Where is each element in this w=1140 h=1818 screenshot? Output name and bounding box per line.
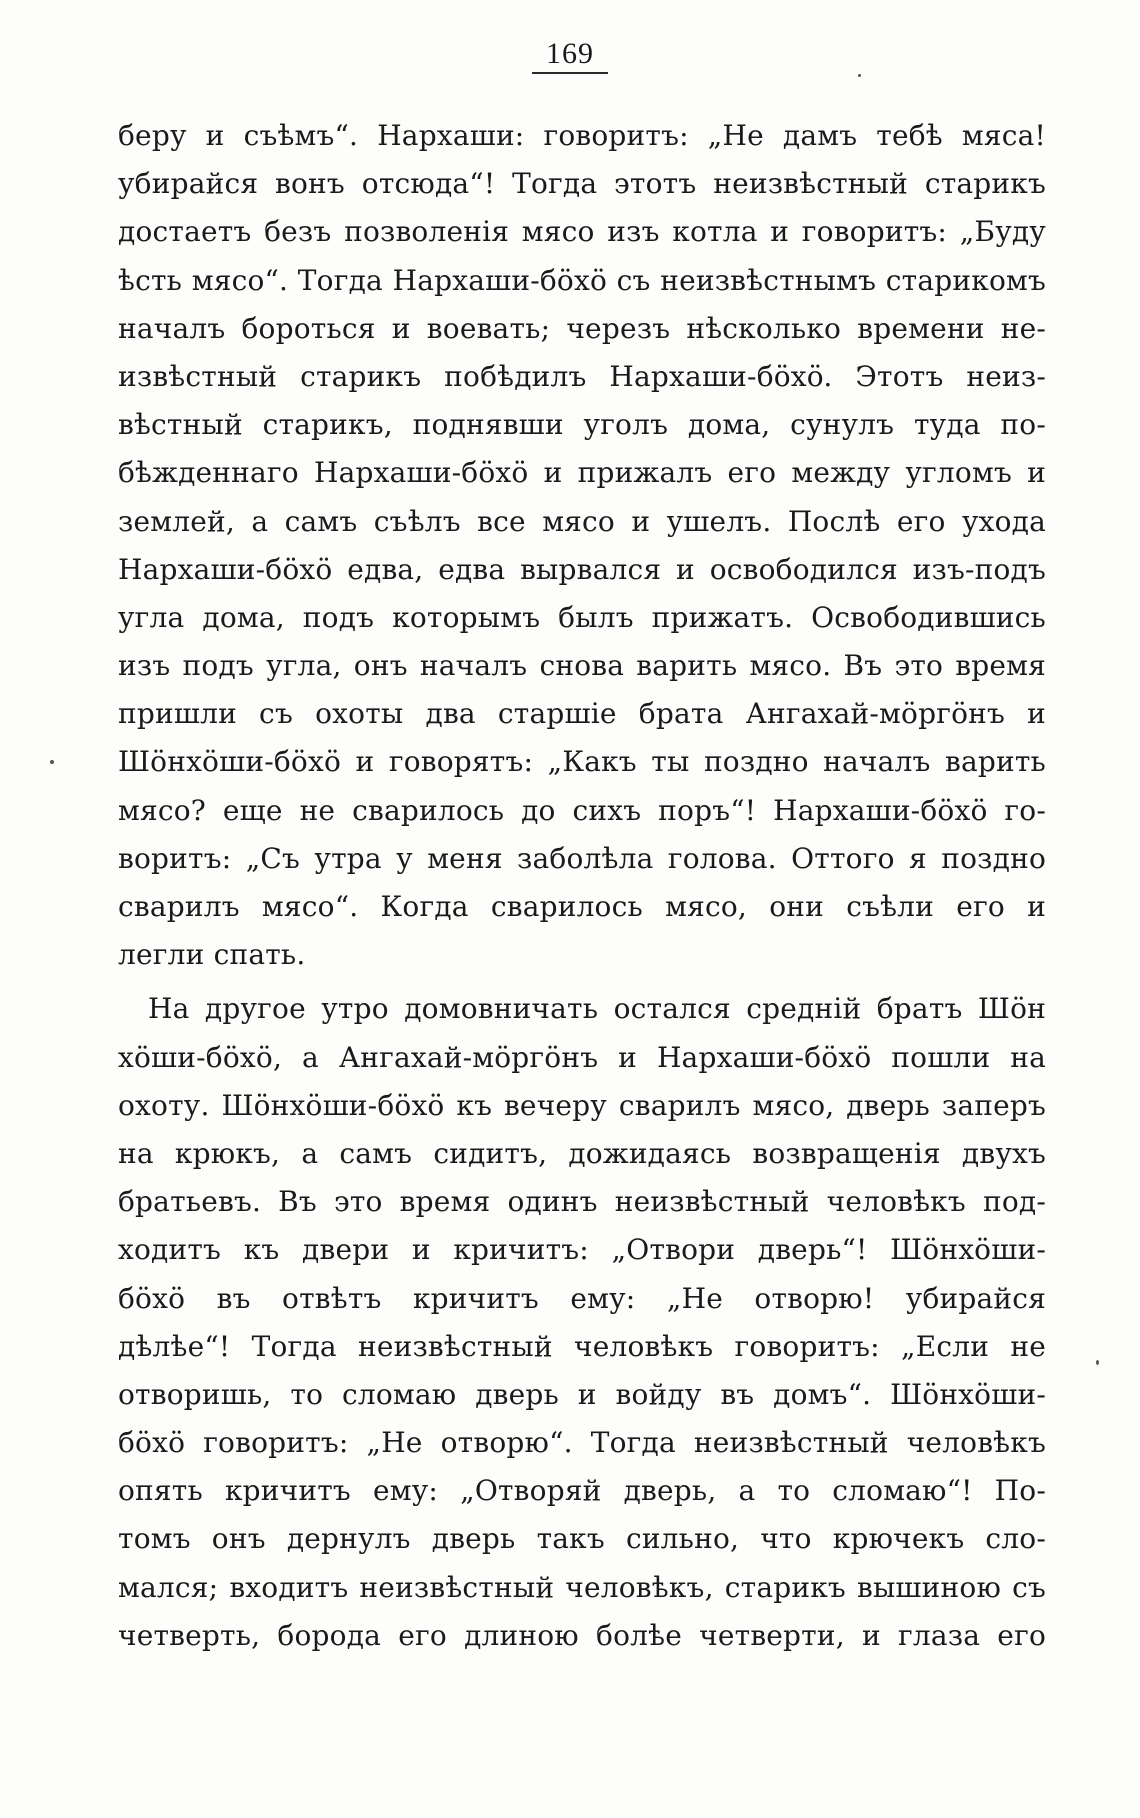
text-line: ходитъ къ двери и кричитъ: „Отвори дверь“! Шöнхöши- [118,1233,1046,1267]
text-line: четверть, борода его длиною болѣе четверти, и глаза его [118,1618,1046,1652]
paragraph-1 [118,112,1046,979]
text-line: опять кричитъ ему: „Отворяй дверь, а то сломаю“! По- [118,1474,1046,1508]
text-line: Нарxаши-бöxö едва, едва вырвался и освободился изъ-подъ [118,552,1046,586]
text-line: бöxö въ отвѣтъ кричитъ ему: „Не отворю! убирайся [118,1281,1046,1315]
text-line: хöши-бöxö, а Ангахай-мöргöнъ и Нарxаши-бöxö пошли на [118,1040,1046,1074]
text-line: томъ онъ дернулъ дверь такъ сильно, что крючекъ сло- [118,1522,1046,1556]
text-line: убирайся вонъ отсюда“! Тогда этотъ неизвѣстный старикъ [118,167,1046,201]
scan-speck [50,760,54,764]
scan-speck [1096,1360,1099,1365]
text-line: дѣлѣе“! Тогда неизвѣстный человѣкъ говоритъ: „Если не [118,1329,1046,1363]
scan-speck [858,74,861,77]
text-line: извѣстный старикъ побѣдилъ Нарxаши-бöxö. Этотъ неиз- [118,359,1046,393]
text-line: мался; входитъ неизвѣстный человѣкъ, старикъ вышиною съ [118,1570,1046,1604]
text-line: бöxö говоритъ: „Не отворю“. Тогда неизвѣстный человѣкъ [118,1426,1046,1460]
text-line: достаетъ безъ позволенія мясо изъ котла и говоритъ: „Буду [118,215,1046,249]
text-line: беру и съѣмъ“. Нарxаши: говоритъ: „Не дамъ тебѣ мяса! [118,119,1046,152]
text-line: Шöнхöши-бöxö и говорятъ: „Какъ ты поздно началъ варить [118,745,1046,779]
page-number: 169 [532,36,608,74]
text-line: отворишь, то сломаю дверь и войду въ домъ“. Шöнхöши- [118,1377,1046,1411]
text-line: легли спать. [118,938,306,972]
text-line: началъ бороться и воевать; черезъ нѣсколько времени не- [118,311,1046,345]
text-line: На другое утро домовничать остался средній братъ Шöн [148,992,1046,1026]
text-line: мясо? еще не сварилось до сихъ поръ“! Нарxаши-бöxö го- [118,793,1046,827]
text-line: ѣсть мясо“. Тогда Нарxаши-бöxö съ неизвѣстнымъ старикомъ [118,263,1046,297]
text-line: вѣстный старикъ, поднявши уголъ дома, сунулъ туда по- [118,408,1046,442]
text-line: угла дома, подъ которымъ былъ прижатъ. Освободившись [118,600,1046,634]
body-text [118,112,1046,1660]
text-line: землей, а самъ съѣлъ все мясо и ушелъ. Послѣ его ухода [118,504,1046,538]
paragraph-2 [118,985,1046,1660]
text-line: на крюкъ, а самъ сидитъ, дожидаясь возвращенія двухъ [118,1136,1046,1170]
text-line: изъ подъ угла, онъ началъ снова варить мясо. Въ это время [118,649,1046,683]
text-line: бѣжденнаго Нарxаши-бöxö и прижалъ его между угломъ и [118,456,1046,490]
text-line: охоту. Шöнхöши-бöxö къ вечеру сварилъ мясо, дверь заперъ [118,1088,1046,1122]
text-line: воритъ: „Съ утра у меня заболѣла голова. Оттого я поздно [118,841,1046,875]
text-line: пришли съ охоты два старшіе брата Ангахай-мöргöнъ и [118,697,1046,731]
text-line: сварилъ мясо“. Когда сварилось мясо, они съѣли его и [118,890,1046,923]
text-line: братьевъ. Въ это время одинъ неизвѣстный человѣкъ под- [118,1185,1046,1219]
page-header [0,36,1140,74]
